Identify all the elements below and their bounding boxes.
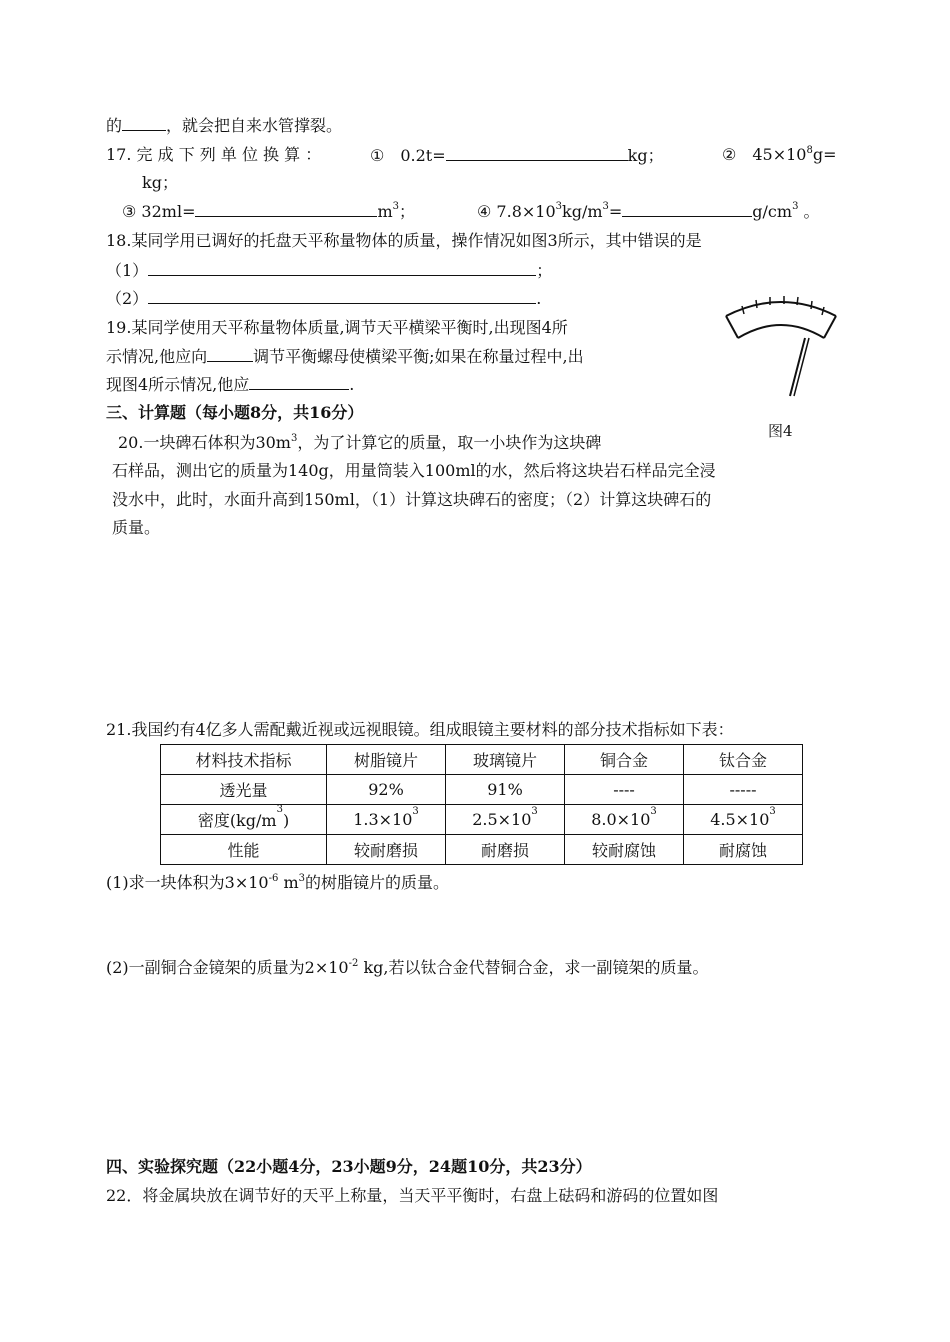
- q20-line1: 20.一块碑石体积为$30m^3$，为了计算它的质量，取一小块作为这块碑: [118, 433, 602, 452]
- figure-4-label: 图4: [768, 422, 793, 440]
- table-header: 树脂镜片: [327, 745, 446, 775]
- table-header: 材料技术指标: [161, 745, 327, 775]
- pointer-line-b: [794, 338, 809, 396]
- q17-item4: ④ $7.8\times 10^3kg/m^3= g/cm^3$ 。: [477, 201, 820, 221]
- q16-tail: 的 ，就会把自来水管撑裂。: [106, 116, 343, 135]
- blank: [148, 259, 536, 276]
- q20-line2: 石样品，测出它的质量为140g，用量筒装入100ml的水，然后将这块岩石样品完全浸: [112, 461, 716, 480]
- table-header: 玻璃镜片: [446, 745, 565, 775]
- table-cell: 较耐磨损: [327, 835, 446, 865]
- q17-line1: 17. 完 成 下 列 单 位 换 算 ：: [106, 145, 322, 164]
- q19-line3: 现图4所示情况,他应 .: [106, 375, 355, 394]
- q17-item1: ① 0.2t= kg；: [370, 146, 664, 165]
- table-cell: $2.5\times 10^3$: [446, 805, 565, 835]
- blank: [122, 114, 166, 131]
- scale-inner-arc: [738, 325, 824, 338]
- blank: [148, 287, 536, 304]
- table-cell: 性能: [161, 835, 327, 865]
- table-cell: $8.0\times 10^3$: [565, 805, 684, 835]
- table-header: 钛合金: [684, 745, 803, 775]
- section-4-heading: 四、实验探究题（22小题4分，23小题9分，24题10分，共23分）: [106, 1157, 592, 1176]
- table-cell: 透光量: [161, 775, 327, 805]
- materials-table: [160, 744, 803, 865]
- table-cell: 耐腐蚀: [684, 835, 803, 865]
- table-cell: -----: [684, 775, 803, 805]
- q20-line4: 质量。: [112, 518, 161, 537]
- q17-kg: kg；: [142, 173, 178, 192]
- table-header: 铜合金: [565, 745, 684, 775]
- q17-item2: ② $45\times 10^8g=$: [722, 145, 837, 164]
- figure-4-balance-scale: [718, 288, 844, 398]
- table-cell: 91%: [446, 775, 565, 805]
- table-cell: 密度$(kg/m^3)$: [161, 805, 327, 835]
- q21-part1: (1)求一块体积为$3\times 10^{-6}$ $m^3$的树脂镜片的质量。: [106, 873, 450, 892]
- table-row: [161, 805, 803, 835]
- q18-p1: （1） ；: [106, 261, 553, 280]
- q18-text: 18.某同学用已调好的托盘天平称量物体的质量，操作情况如图3所示，其中错误的是: [106, 231, 702, 250]
- blank: [249, 373, 349, 390]
- blank: [207, 345, 253, 362]
- table-cell: 耐磨损: [446, 835, 565, 865]
- table-cell: $1.3\times 10^3$: [327, 805, 446, 835]
- table-cell: ----: [565, 775, 684, 805]
- table-cell: 较耐腐蚀: [565, 835, 684, 865]
- pointer-line-a: [790, 338, 805, 396]
- table-row: [161, 835, 803, 865]
- q20-line3: 没水中，此时，水面升高到150ml，（1）计算这块碑石的密度；（2）计算这块碑石的: [112, 490, 712, 509]
- scale-left-edge: [726, 316, 738, 338]
- scale-right-edge: [824, 316, 836, 338]
- q21-part2: (2)一副铜合金镜架的质量为$2\times 10^{-2}$ kg,若以钛合金代替铜合金，求一副镜架的质量。: [106, 958, 709, 977]
- q18-p2: （2） .: [106, 289, 542, 308]
- table-cell: $4.5\times 10^3$: [684, 805, 803, 835]
- blank: [622, 200, 752, 217]
- blank: [446, 144, 628, 161]
- section-3-heading: 三、计算题（每小题8分，共16分）: [106, 403, 364, 422]
- q22-text: 22．将金属块放在调节好的天平上称量，当天平平衡时，右盘上砝码和游码的位置如图: [106, 1186, 719, 1205]
- q17-item3: ③ $32ml= m^3$；: [122, 201, 416, 221]
- blank: [195, 200, 377, 217]
- table-cell: 92%: [327, 775, 446, 805]
- table-row: [161, 775, 803, 805]
- q19-line2: 示情况,他应向 调节平衡螺母使横梁平衡;如果在称量过程中,出: [106, 347, 584, 366]
- q19-line1: 19.某同学使用天平称量物体质量,调节天平横梁平衡时,出现图4所: [106, 318, 568, 337]
- q21-intro: 21.我国约有4亿多人需配戴近视或远视眼镜。组成眼镜主要材料的部分技术指标如下表：: [106, 720, 734, 739]
- table-row: [161, 745, 803, 775]
